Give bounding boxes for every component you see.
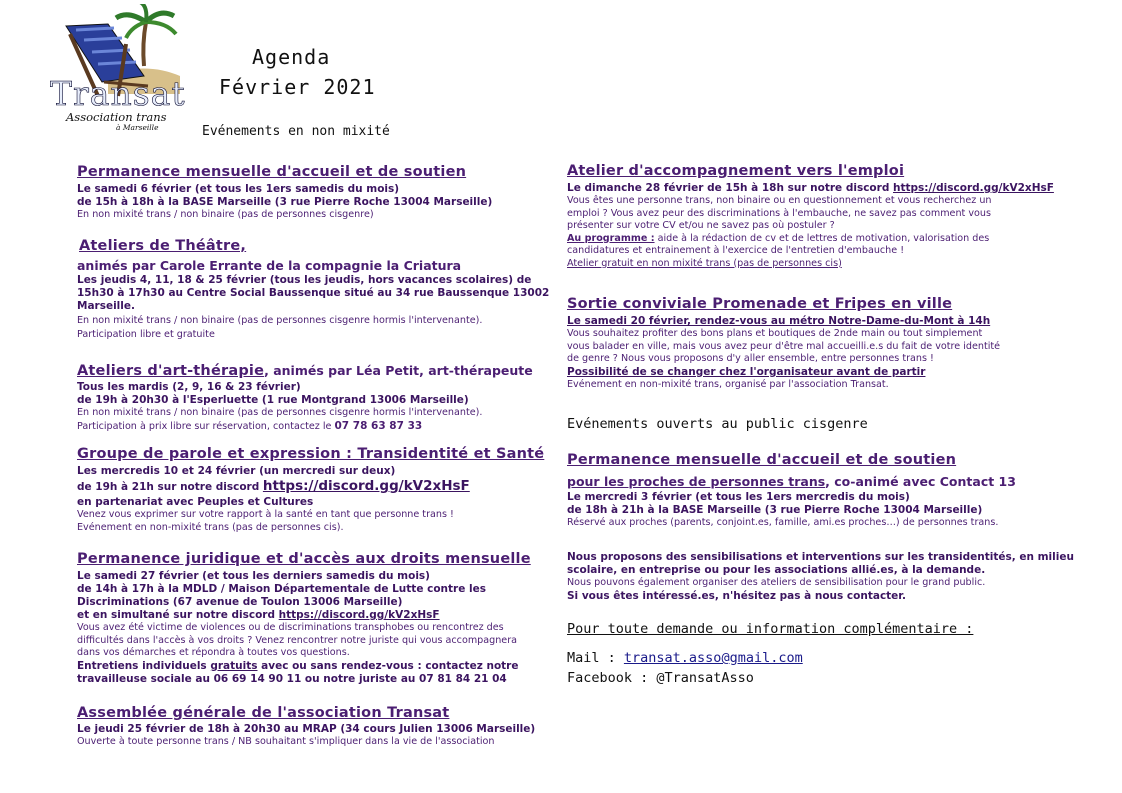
event-title: Groupe de parole et expression : Transidentité et Santé: [77, 446, 545, 462]
event-title: Permanence mensuelle d'accueil et de soutien: [77, 164, 467, 180]
contact-text: avec ou sans rendez-vous : contactez notre: [257, 659, 519, 672]
sensib-text: Nous proposons des sensibilisations et interventions sur les transidentités, en milieu: [567, 551, 1074, 563]
event-sortie: [567, 296, 1000, 391]
event-note: Venez vous exprimer sur votre rapport à la santé en tant que personne trans !: [77, 509, 454, 520]
event-note: candidatures et entrainement à l'exercice de l'entretien d'embauche !: [567, 245, 905, 256]
sensib-text: Si vous êtes intéressé.es, n'hésitez pas à nous contacter.: [567, 589, 906, 602]
event-art-therapie: [77, 360, 533, 433]
mail-link[interactable]: transat.asso@gmail.com: [623, 650, 803, 666]
event-location: de 18h à 21h à la BASE Marseille (3 rue Pierre Roche 13004 Marseille): [567, 504, 983, 516]
event-note: difficultés dans l'accès à vos droits ? Venez rencontrer notre juriste qui vous accompagnera: [77, 634, 518, 646]
program-label: Au programme :: [567, 232, 655, 244]
event-note: vous balader en ville, mais vous avez peur d'être mal accueilli.e.s du fait de votre identité: [567, 340, 1001, 352]
event-note: dans vos démarches et répondra à toutes vos questions.: [77, 647, 350, 658]
event-title: Assemblée générale de l'association Transat: [77, 705, 450, 721]
event-location: [77, 480, 544, 494]
event-juridique: [77, 551, 531, 686]
event-subtitle: [567, 471, 1016, 490]
contact-heading: Pour toute demande ou information complémentaire :: [567, 621, 974, 637]
free-label: gratuits: [210, 659, 258, 672]
subtitle-audience: pour les proches de personnes trans: [567, 474, 826, 489]
event-date: Le samedi 27 février (et tous les derniers samedis du mois): [77, 570, 430, 582]
event-permanence: [77, 164, 492, 222]
location-text: de 19h à 21h sur notre discord: [77, 481, 263, 493]
event-contact: [77, 660, 531, 673]
event-subtitle: animés par Carole Errante de la compagnie la Criatura: [77, 258, 462, 273]
event-date: Les jeudis 4, 11, 18 & 25 février (tous les jeudis, hors vacances scolaires) de: [77, 274, 532, 286]
event-note: Vous souhaitez profiter des bons plans et boutiques de 2nde main ou tout simplement: [567, 328, 983, 339]
event-location: 15h30 à 17h30 au Centre Social Baussenque situé au 34 rue Baussenque 13002: [77, 287, 550, 299]
event-note: [77, 420, 533, 434]
event-date: Le samedi 6 février (et tous les 1ers samedis du mois): [77, 183, 400, 195]
event-title: Ateliers d'art-thérapie: [77, 363, 265, 379]
event-note: Atelier gratuit en non mixité trans (pas de personnes cis): [567, 257, 842, 269]
event-location: de 19h à 20h30 à l'Esperluette (1 rue Montgrand 13006 Marseille): [77, 394, 469, 406]
phone-number[interactable]: 07 78 63 87 33: [334, 419, 423, 432]
logo-subtitle: Association trans: [66, 110, 167, 124]
event-date: Le samedi 20 février, rendez-vous au métro Notre-Dame-du-Mont à 14h: [567, 315, 991, 327]
event-note: En non mixité trans / non binaire (pas de personnes cisgenre hormis l'intervenante).: [77, 315, 483, 326]
event-note: emploi ? Vous avez peur des discriminations à l'embauche, ne savez pas comment vous: [567, 207, 991, 219]
event-online: [77, 609, 531, 622]
event-theatre: [77, 238, 549, 341]
date-text: Le dimanche 28 février de 15h à 18h sur notre discord: [567, 182, 893, 194]
event-location-city: Marseille.: [77, 300, 135, 312]
event-date: Le mercredi 3 février (et tous les 1ers mercredis du mois): [567, 491, 910, 503]
mail-label: Mail :: [567, 650, 624, 666]
event-title: Sortie conviviale Promenade et Fripes en ville: [567, 296, 953, 312]
event-note: Vous êtes une personne trans, non binaire ou en questionnement et vous recherchez un: [567, 195, 992, 206]
event-contact: travailleuse sociale au 06 69 14 90 11 ou notre juriste au 07 81 84 21 04: [77, 672, 507, 685]
discord-link[interactable]: https://discord.gg/kV2xHsF: [278, 609, 440, 621]
event-groupe-parole: [77, 446, 544, 534]
event-note: En non mixité trans / non binaire (pas de personnes cisgenre hormis l'intervenante).: [77, 407, 483, 418]
event-date: [567, 182, 1054, 195]
month-title: Février 2021: [219, 75, 376, 99]
event-note: Evénement en non-mixité trans (pas de personnes cis).: [77, 521, 344, 533]
event-subtitle: , animés par Léa Petit, art-thérapeute: [264, 363, 533, 378]
contact-mail: [567, 650, 803, 666]
event-location: Discriminations (67 avenue de Toulon 13006 Marseille): [77, 596, 403, 608]
event-note: Evénement en non-mixité trans, organisé par l'association Transat.: [567, 378, 889, 390]
sensib-text: scolaire, en entreprise ou pour les associations allié.es, à la demande.: [567, 564, 986, 576]
event-date: Tous les mardis (2, 9, 16 & 23 février): [77, 381, 301, 393]
logo-subtitle-city: à Marseille: [116, 123, 159, 132]
event-tip: Possibilité de se changer chez l'organisateur avant de partir: [567, 365, 926, 378]
sensibilisation-block: [567, 551, 1074, 603]
event-date: Le jeudi 25 février de 18h à 20h30 au MRAP (34 cours Julien 13006 Marseille): [77, 723, 536, 735]
event-emploi: [567, 163, 1054, 270]
event-date: Les mercredis 10 et 24 février (un mercredi sur deux): [77, 465, 396, 477]
event-note: Ouverte à toute personne trans / NB souhaitant s'impliquer dans la vie de l'association: [77, 736, 495, 747]
note-text: Participation à prix libre sur réservation, contactez le: [77, 420, 335, 432]
discord-link[interactable]: https://discord.gg/kV2xHsF: [893, 182, 1054, 194]
event-note: Vous avez été victime de violences ou de discriminations transphobes ou rencontrez des: [77, 622, 504, 633]
sensib-text: Nous pouvons également organiser des ateliers de sensibilisation pour le grand public.: [567, 577, 986, 588]
event-title: Permanence juridique et d'accès aux droits mensuelle: [77, 551, 531, 567]
event-permanence-proches: [567, 452, 1016, 530]
event-title: Ateliers de Théâtre,: [79, 238, 247, 254]
event-title: Permanence mensuelle d'accueil et de soutien: [567, 452, 957, 468]
event-note: présenter sur votre CV et/ou ne savez pas où postuler ?: [567, 220, 835, 231]
event-location: de 15h à 18h à la BASE Marseille (3 rue Pierre Roche 13004 Marseille): [77, 196, 493, 208]
event-assemblee: [77, 705, 535, 749]
section-heading-mixity: Evénements en non mixité: [202, 124, 390, 139]
program-text: aide à la rédaction de cv et de lettres de motivation, valorisation des: [654, 232, 990, 244]
event-title: Atelier d'accompagnement vers l'emploi: [567, 163, 905, 179]
discord-link[interactable]: https://discord.gg/kV2xHsF: [262, 478, 470, 494]
event-program: [567, 233, 1054, 246]
event-note: Réservé aux proches (parents, conjoint.es, famille, ami.es proches…) de personnes trans.: [567, 517, 999, 528]
event-note: de genre ? Nous vous proposons d'y aller ensemble, entre personnes trans !: [567, 353, 934, 364]
transat-logo: [48, 4, 188, 132]
agenda-title: Agenda: [252, 45, 331, 69]
event-note: Participation libre et gratuite: [77, 328, 215, 340]
online-text: et en simultané sur notre discord: [77, 609, 279, 621]
event-partner: en partenariat avec Peuples et Cultures: [77, 496, 314, 508]
contact-facebook: Facebook : @TransatAsso: [567, 670, 754, 686]
logo-name: Transat: [50, 74, 186, 113]
event-location: de 14h à 17h à la MDLD / Maison Départementale de Lutte contre les: [77, 583, 486, 595]
section-heading-open: Evénements ouverts au public cisgenre: [567, 416, 868, 432]
contact-text: Entretiens individuels: [77, 659, 211, 672]
subtitle-partner: , co-animé avec Contact 13: [825, 474, 1016, 489]
event-note: En non mixité trans / non binaire (pas de personnes cisgenre): [77, 209, 374, 220]
